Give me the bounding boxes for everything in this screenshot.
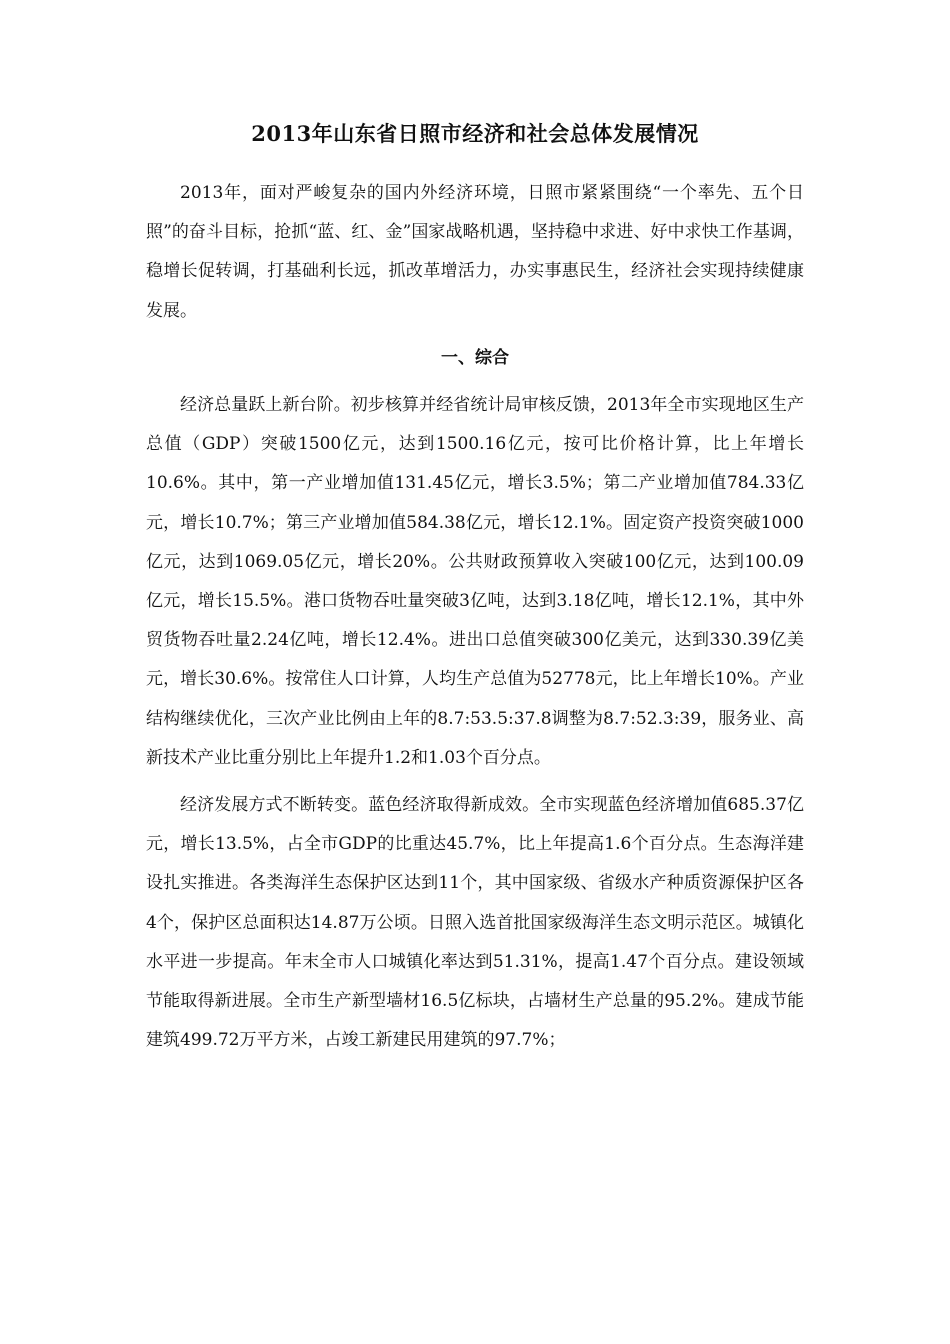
paragraph-development-mode: 经济发展方式不断转变。蓝色经济取得新成效。全市实现蓝色经济增加值685.37亿元，增长13.5%，占全市GDP的比重达45.7%，比上年提高1.6个百分点。生态海洋建设扎实推进。各类海洋生态保护区达到11个，其中国家级、省级水产种质资源保护区各4个，保护区总面积达14.87万公顷。日照入选首批国家级海洋生态文明示范区。城镇化水平进一步提高。年末全市人口城镇化率达到51.31%，提高1.47个百分点。建设领域节能取得新进展。全市生产新型墙材16.5亿标块，占墙材生产总量的95.2%。建成节能建筑499.72万平方米，占竣工新建民用建筑的97.7%； <box>146 795 804 1051</box>
document-title: 2013年山东省日照市经济和社会总体发展情况 <box>251 121 699 146</box>
intro-paragraph: 2013年，面对严峻复杂的国内外经济环境，日照市紧紧围绕“一个率先、五个日照”的奋斗目标，抢抓“蓝、红、金”国家战略机遇，坚持稳中求进、好中求快工作基调，稳增长促转调，打基础利长远，抓改革增活力，办实事惠民生，经济社会实现持续健康发展。 <box>146 183 804 321</box>
section-heading-overview: 一、综合 <box>441 347 509 368</box>
paragraph-gap <box>146 778 804 786</box>
paragraph-economic-total: 经济总量跃上新台阶。初步核算并经省统计局审核反馈，2013年全市实现地区生产总值（GDP）突破1500亿元，达到1500.16亿元，按可比价格计算，比上年增长10.6%。其中，第一产业增加值131.45亿元，增长3.5%；第二产业增加值784.33亿元，增长10.7%；第三产业增加值584.38亿元，增长12.1%。固定资产投资突破1000亿元，达到1069.05亿元，增长20%。公共财政预算收入突破100亿元，达到100.09亿元，增长15.5%。港口货物吞吐量突破3亿吨，达到3.18亿吨，增长12.1%，其中外贸货物吞吐量2.24亿吨，增长12.4%。进出口总值突破300亿美元，达到330.39亿美元，增长30.6%。按常住人口计算，人均生产总值为52778元，比上年增长10%。产业结构继续优化，三次产业比例由上年的8.7:53.5:37.8调整为8.7:52.3:39，服务业、高新技术产业比重分别比上年提升1.2和1.03个百分点。 <box>146 395 804 768</box>
